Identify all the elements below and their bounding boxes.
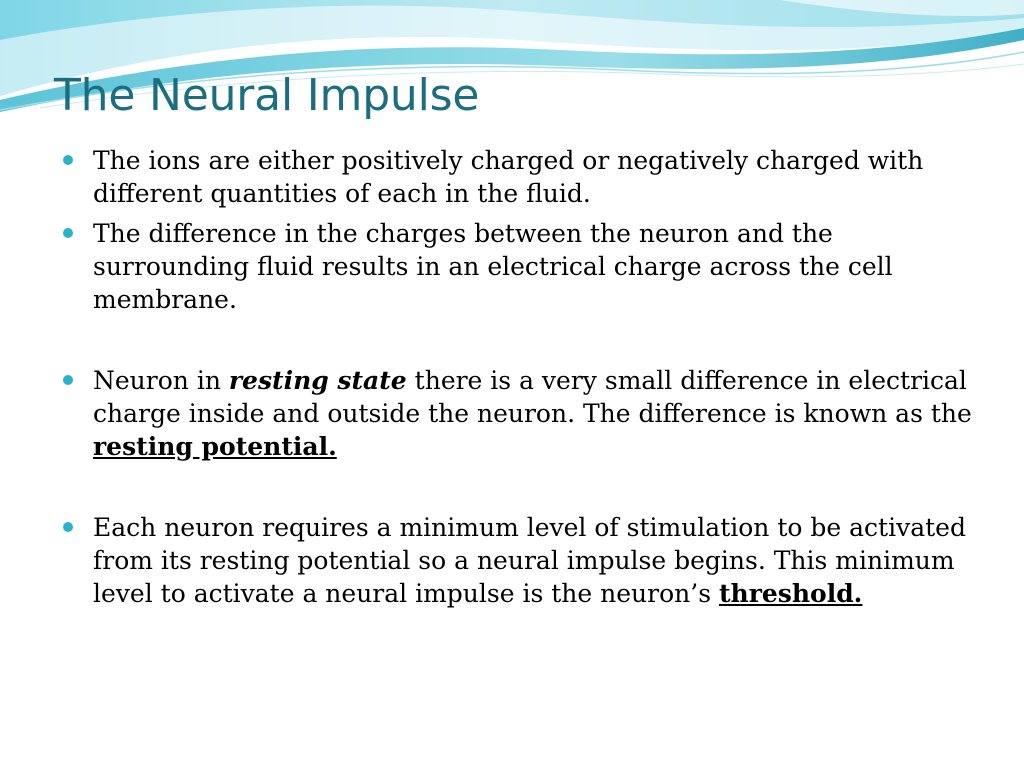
bullet-resting-state: [62, 364, 982, 463]
resting-state-emphasis: resting state: [228, 366, 407, 395]
bullet-dot-icon: [63, 375, 73, 385]
bullet-threshold: [62, 511, 982, 610]
bullet-ions-charge: [62, 144, 982, 210]
slide-title: The Neural Impulse: [54, 70, 480, 121]
bullet-dot-icon: [63, 228, 73, 238]
threshold-term: threshold.: [718, 579, 863, 608]
bullet-charge-difference: [62, 217, 982, 316]
bullet-list: [62, 144, 982, 610]
bullet-text: The difference in the charges between the neuron and the surrounding fluid results in an electrical charge across the cell membrane.: [93, 219, 893, 314]
bullet-text-before: Each neuron requires a minimum level of stimulation to be activated from its resting potential so a neural impulse begins. This minimum level to activate a neural impulse is the neuron’s: [93, 513, 966, 608]
bullet-text-middle: there is a very small difference in electrical charge inside and outside the neuron. The difference is known as the: [93, 366, 972, 428]
bullet-dot-icon: [63, 522, 73, 532]
bullet-text-before: Neuron in: [93, 366, 229, 395]
bullet-text: The ions are either positively charged or negatively charged with different quantities of each in the fluid.: [93, 146, 924, 208]
bullet-dot-icon: [63, 155, 73, 165]
resting-potential-term: resting potential.: [93, 432, 337, 461]
